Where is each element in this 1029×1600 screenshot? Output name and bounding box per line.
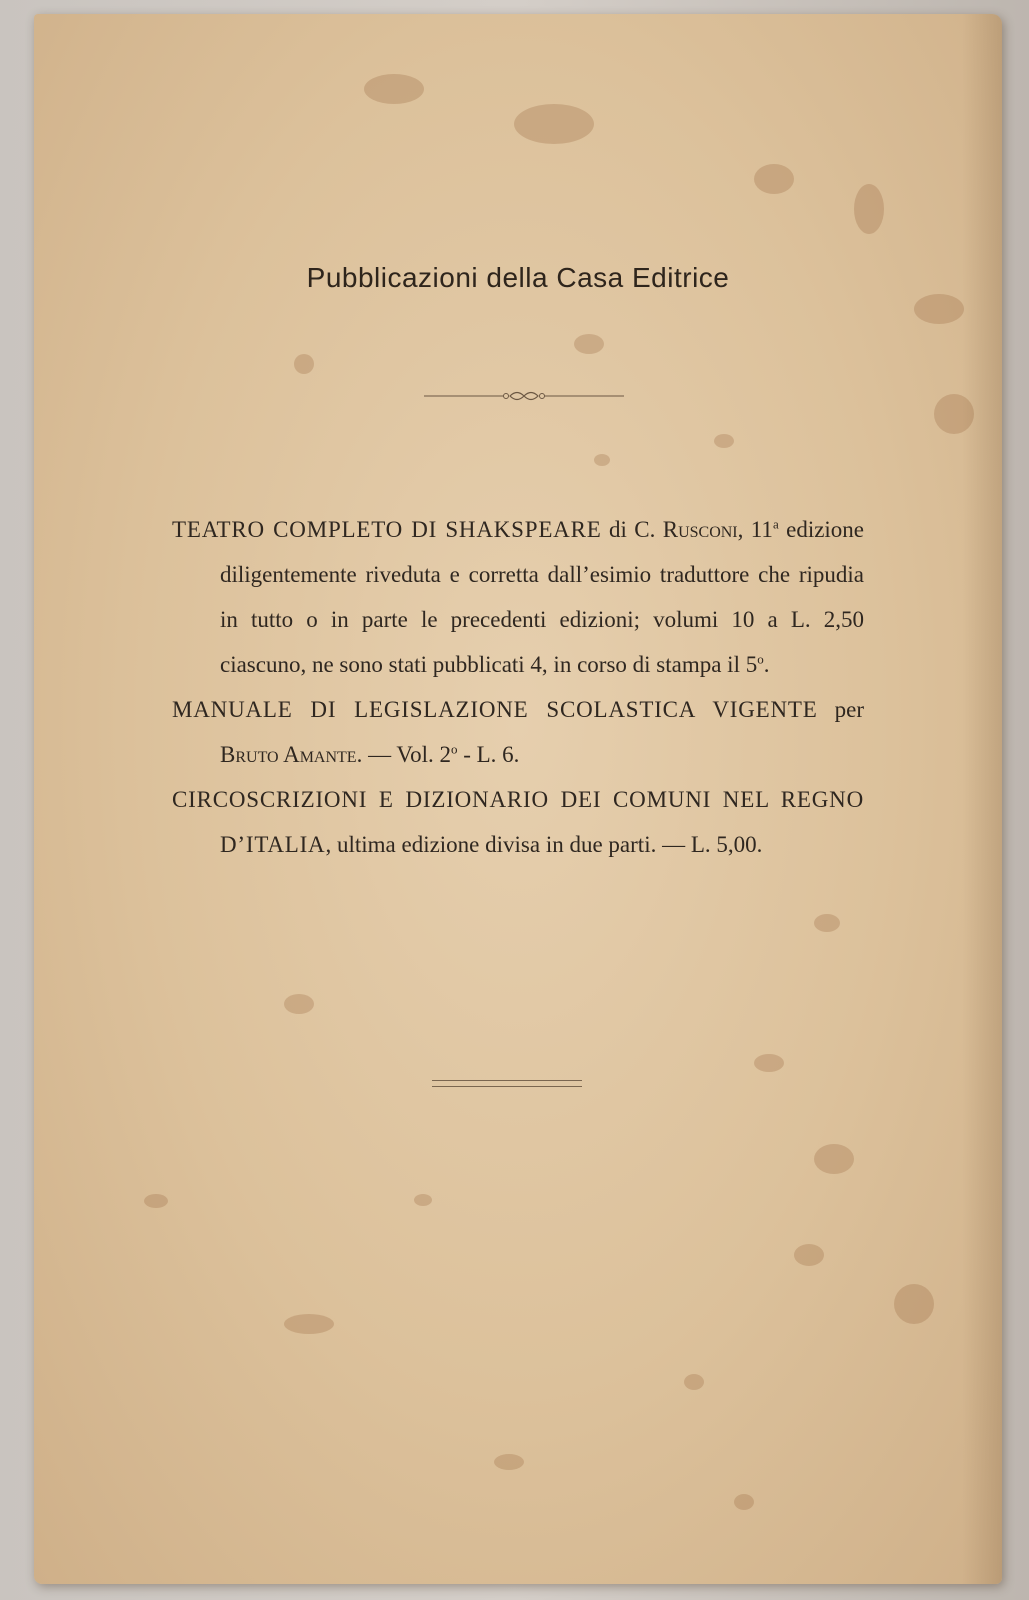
double-rule-divider (432, 1080, 582, 1087)
publications-list (172, 507, 864, 867)
publisher-heading: Pubblicazioni della Casa Editrice (306, 262, 730, 293)
superscript: o (757, 651, 764, 667)
entry-title: TEATRO COMPLETO DI SHAKSPEARE (172, 517, 602, 542)
entry-description: edizione diligentemente riveduta e corretta dall’esimio traduttore che ripudia in tutto o in parte le precedenti edizioni; volumi 10 a L. 2,50 ciascuno, ne sono stati pubblicati 4, in corso di stampa il 5 (220, 517, 865, 677)
entry-connector: di C. (601, 517, 663, 542)
entry-connector: per (817, 697, 864, 722)
entry-price: - L. 6. (457, 742, 520, 767)
entry-author: Bruto Amante (220, 742, 357, 767)
superscript: o (450, 741, 458, 757)
entry-description: . — Vol. 2 (356, 742, 451, 767)
entry-title: CIRCOSCRIZIONI E DIZIONARIO DEI COMUNI NEL REGNO D’ITALIA (172, 787, 864, 857)
ornament-divider-icon (424, 386, 624, 406)
edition-number: 11 (750, 517, 773, 542)
entry-description: , ultima edizione divisa in due parti. — L. 5,00. (325, 832, 763, 857)
entry-punctuation: , (737, 517, 744, 542)
page-edge-shadow (962, 14, 1002, 1584)
entry-title: MANUALE DI LEGISLAZIONE SCOLASTICA VIGENTE (172, 697, 818, 722)
list-item (172, 507, 864, 687)
entry-punctuation: . (763, 652, 770, 677)
list-item (172, 687, 864, 777)
superscript: a (772, 516, 779, 532)
entry-author: Rusconi (662, 517, 738, 542)
list-item (172, 777, 864, 867)
book-back-cover (34, 14, 1002, 1584)
